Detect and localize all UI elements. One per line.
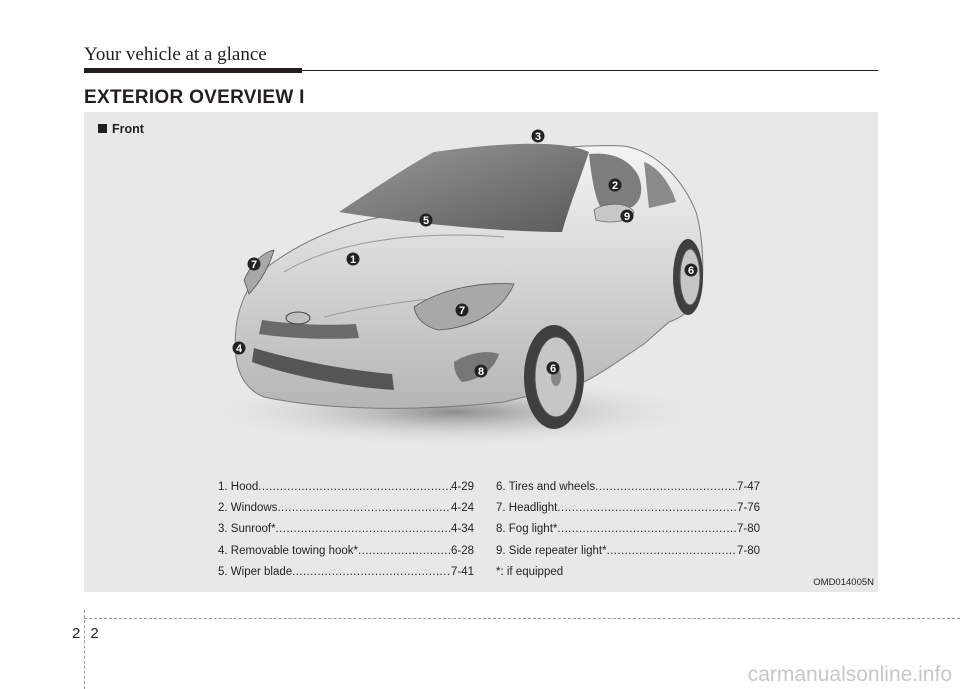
legend-item: 6. Tires and wheels ..... 7-47 [496,477,760,498]
svg-text:7: 7 [250,259,258,271]
svg-text:3: 3 [534,131,542,143]
footer-rule-horizontal [84,618,960,619]
callout-3 [532,130,545,144]
svg-text:4: 4 [235,343,243,355]
svg-text:2: 2 [611,180,619,192]
svg-text:6: 6 [687,265,695,277]
footnote: *: if equipped [496,565,564,578]
figure-code: OMD014005N [813,577,874,588]
page-number: 22 [72,625,109,642]
legend-item: 3. Sunroof* ..... 4-34 [218,519,474,540]
legend-item: 9. Side repeater light* ..... 7-80 [496,541,760,562]
header-rule-thin [302,70,878,71]
legend-item: 8. Fog light* ..... 7-80 [496,519,760,540]
svg-text:8: 8 [477,366,485,378]
section-title: EXTERIOR OVERVIEW I [84,87,305,108]
svg-text:9: 9 [623,211,631,223]
header-title: Your vehicle at a glance [84,44,267,65]
legend-left [218,477,474,583]
svg-text:7: 7 [458,305,466,317]
header-rule-thick [84,68,302,73]
svg-text:5: 5 [422,215,430,227]
subhead-label: Front [112,122,144,136]
car-illustration [84,112,878,457]
legend-item: 5. Wiper blade ..... 7-41 [218,562,474,583]
footer-rule-vertical [84,610,85,689]
legend-item: 4. Removable towing hook* ..... 6-28 [218,541,474,562]
legend-item: 1. Hood ..... 4-29 [218,477,474,498]
watermark[interactable]: carmanualsonline.info [747,663,952,686]
svg-text:6: 6 [549,363,557,375]
svg-text:1: 1 [349,254,357,266]
figure-panel [84,112,878,592]
legend-item: 2. Windows ..... 4-24 [218,498,474,519]
legend-right [496,477,760,583]
legend-item: 7. Headlight ..... 7-76 [496,498,760,519]
